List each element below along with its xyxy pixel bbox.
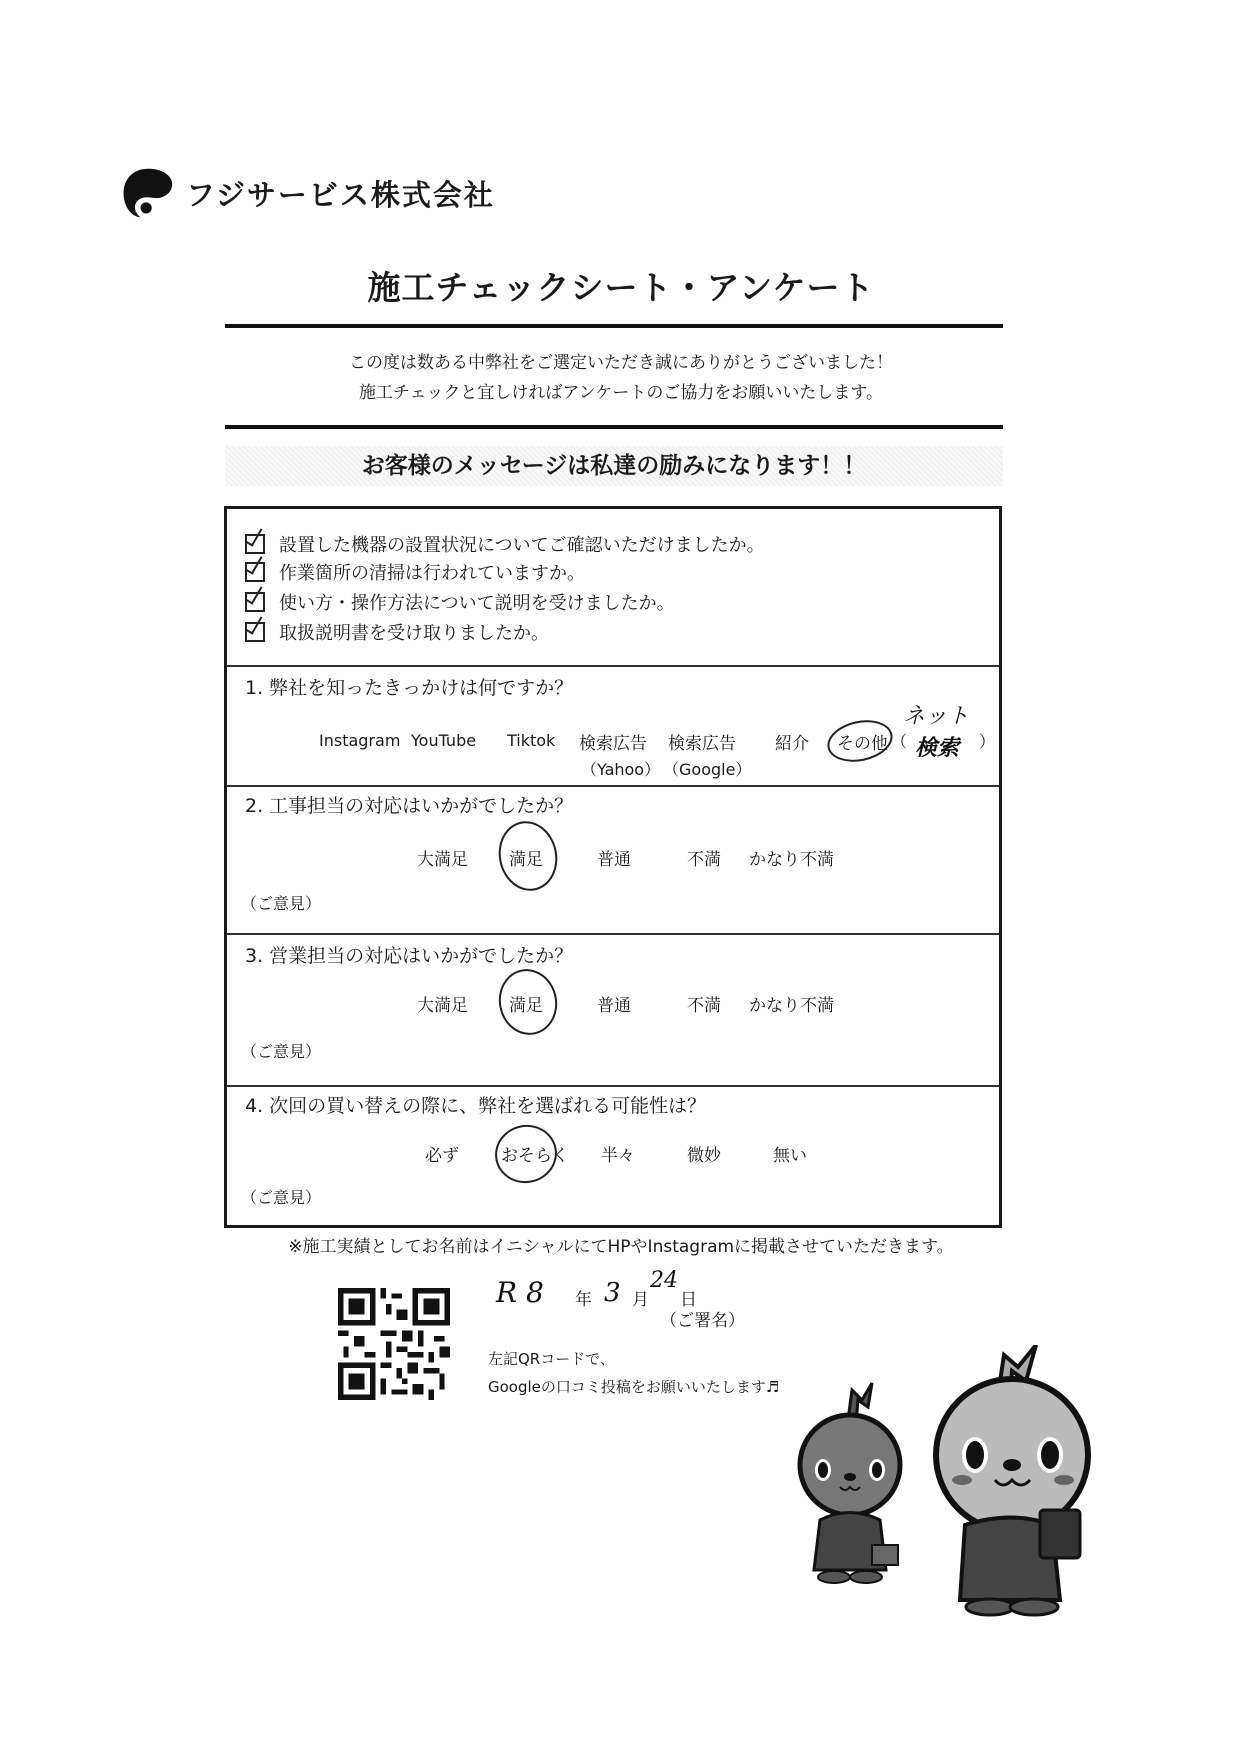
qr-note-line-1: 左記QRコードで、 — [488, 1350, 615, 1368]
option-instagram[interactable]: Instagram — [319, 731, 401, 750]
qr-code-icon[interactable] — [338, 1288, 450, 1400]
company-logo — [120, 165, 495, 221]
fuji-swirl-logo-icon — [120, 165, 176, 221]
checkbox-checked-icon[interactable] — [245, 622, 265, 642]
question-1-section — [227, 665, 999, 787]
mascot-characters-illustration — [790, 1345, 1120, 1625]
question-4-text: 4. 次回の買い替えの際に、弊社を選ばれる可能性は？ — [245, 1095, 707, 1117]
intro-line-2: 施工チェックと宜しければアンケートのご協力をお願いいたします。 — [358, 383, 884, 403]
selection-circle — [492, 816, 563, 897]
checklist-label: 使い方・操作方法について説明を受けましたか。 — [279, 593, 675, 614]
option-normal[interactable]: 普通 — [597, 996, 631, 1016]
option-dissatisfied[interactable]: 不満 — [687, 996, 721, 1016]
opinion-label: （ご意見） — [241, 1042, 322, 1061]
opinion-label: （ご意見） — [241, 1188, 322, 1207]
intro-line-1: この度は数ある中弊社をご選定いただき誠にありがとうございました！ — [349, 353, 893, 373]
option-dissatisfied[interactable]: 不満 — [687, 850, 721, 870]
page-title: 施工チェックシート・アンケート — [367, 268, 875, 307]
publication-notice: ※施工実績としてお名前はイニシャルにてHPやInstagramに掲載させていただきます。 — [288, 1237, 954, 1257]
handwritten-era-year: R 8 — [496, 1276, 544, 1309]
intro-divider — [225, 425, 1003, 429]
question-3-text: 3. 営業担当の対応はいかがでしたか？ — [245, 945, 574, 967]
option-tiktok[interactable]: Tiktok — [507, 731, 556, 750]
option-search-ad-yahoo[interactable]: 検索広告 — [579, 734, 647, 754]
option-normal[interactable]: 普通 — [597, 850, 631, 870]
day-label: 日 — [680, 1290, 697, 1310]
checklist-label: 作業箇所の清掃は行われていますか。 — [279, 563, 585, 584]
checklist-label: 取扱説明書を受け取りましたか。 — [279, 623, 549, 644]
option-search-ad-yahoo-sub: （Yahoo） — [581, 760, 661, 779]
checklist-section — [227, 509, 999, 667]
option-very-satisfied[interactable]: 大満足 — [417, 996, 468, 1016]
option-very-satisfied[interactable]: 大満足 — [417, 850, 468, 870]
question-1-text: 1. 弊社を知ったきっかけは何ですか？ — [245, 677, 574, 699]
month-label: 月 — [632, 1290, 649, 1310]
checklist-item[interactable] — [245, 531, 765, 557]
question-3-section — [227, 933, 999, 1087]
checklist-label: 設置した機器の設置状況についてご確認いただけましたか。 — [279, 535, 765, 556]
question-4-section — [227, 1085, 999, 1225]
option-fifty-fifty[interactable]: 半々 — [601, 1146, 635, 1166]
qr-note-line-2: Googleの口コミ投稿をお願いいたします♬ — [488, 1378, 780, 1396]
title-divider — [225, 324, 1003, 328]
option-satisfied[interactable]: 満足 — [509, 850, 543, 870]
year-label: 年 — [575, 1290, 592, 1310]
other-open-paren: （ — [891, 732, 908, 751]
option-search-ad-google[interactable]: 検索広告 — [668, 734, 736, 754]
handwritten-other-line-2: 検索 — [915, 735, 960, 761]
large-mascot-icon — [936, 1345, 1088, 1615]
checkbox-checked-icon[interactable] — [245, 534, 265, 554]
option-definitely[interactable]: 必ず — [425, 1146, 459, 1166]
small-mascot-icon — [800, 1383, 900, 1583]
handwritten-day: 24 — [650, 1268, 678, 1293]
checklist-item[interactable] — [245, 619, 549, 645]
survey-box — [224, 506, 1002, 1228]
option-probably[interactable]: おそらく — [501, 1146, 569, 1166]
option-satisfied[interactable]: 満足 — [509, 996, 543, 1016]
option-very-dissatisfied[interactable]: かなり不満 — [749, 996, 834, 1016]
handwritten-other-line-1: ネット — [903, 704, 970, 729]
company-name: フジサービス株式会社 — [186, 177, 495, 212]
option-search-ad-google-sub: （Google） — [663, 760, 752, 779]
question-2-section — [227, 785, 999, 935]
checkbox-checked-icon[interactable] — [245, 562, 265, 582]
option-doubtful[interactable]: 微妙 — [687, 1146, 721, 1166]
option-none[interactable]: 無い — [773, 1146, 807, 1166]
checklist-item[interactable] — [245, 559, 585, 585]
option-youtube[interactable]: YouTube — [411, 731, 477, 750]
option-other[interactable]: その他 — [837, 734, 888, 754]
option-very-dissatisfied[interactable]: かなり不満 — [749, 850, 834, 870]
checklist-item[interactable] — [245, 589, 675, 615]
checkbox-checked-icon[interactable] — [245, 592, 265, 612]
message-banner: お客様のメッセージは私達の励みになります！！ — [225, 446, 1003, 486]
other-close-paren: ） — [979, 732, 996, 751]
qr-note — [488, 1345, 779, 1401]
question-2-text: 2. 工事担当の対応はいかがでしたか？ — [245, 795, 574, 817]
selection-circle — [490, 1119, 563, 1189]
handwritten-month: 3 — [604, 1278, 621, 1308]
selection-circle — [824, 715, 897, 768]
option-referral[interactable]: 紹介 — [775, 734, 809, 754]
selection-circle — [493, 964, 563, 1041]
signature-label: （ご署名） — [660, 1311, 745, 1331]
opinion-label: （ご意見） — [241, 894, 322, 913]
